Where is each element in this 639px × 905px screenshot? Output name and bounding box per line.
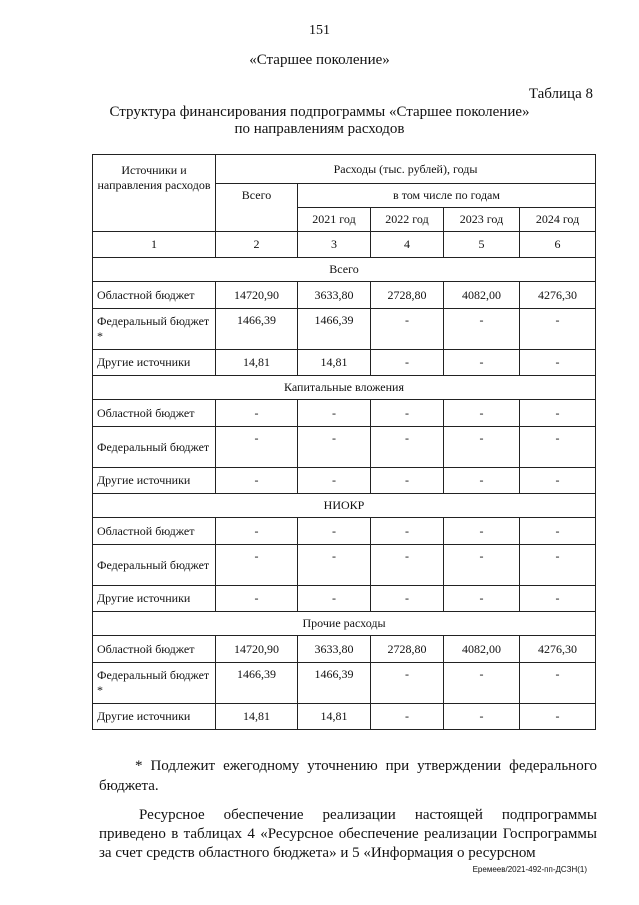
value-cell: - — [520, 586, 596, 612]
value-cell: 2728,80 — [371, 636, 444, 663]
value-cell: 3633,80 — [298, 282, 371, 309]
value-cell: 3633,80 — [298, 636, 371, 663]
value-cell: - — [444, 663, 520, 704]
value-cell: - — [520, 468, 596, 494]
column-number: 2 — [216, 232, 298, 258]
header-total: Всего — [216, 184, 298, 232]
table-row — [93, 586, 596, 612]
row-label: Областной бюджет — [93, 282, 216, 309]
value-cell: - — [444, 400, 520, 427]
value-cell: - — [298, 400, 371, 427]
column-number: 5 — [444, 232, 520, 258]
value-cell: - — [216, 586, 298, 612]
table-row — [93, 282, 596, 309]
table-row — [93, 518, 596, 545]
column-number: 4 — [371, 232, 444, 258]
column-number: 3 — [298, 232, 371, 258]
row-label: Другие источники — [93, 586, 216, 612]
value-cell: - — [444, 704, 520, 730]
value-cell: - — [520, 400, 596, 427]
header-year-2021: 2021 год — [298, 208, 371, 232]
value-cell: 14720,90 — [216, 282, 298, 309]
value-cell: 14,81 — [216, 350, 298, 376]
value-cell: - — [371, 400, 444, 427]
value-cell: - — [444, 545, 520, 586]
body-paragraph: Ресурсное обеспечение реализации настоящей подпрограммы приведено в таблицах 4 «Ресурсное обеспечение реализации Госпрограммы за счет средств областного бюджета» и 5 «Информация о ресурсном — [99, 807, 597, 861]
section-row — [93, 376, 596, 400]
value-cell: 4082,00 — [444, 636, 520, 663]
row-label: Федеральный бюджет * — [93, 309, 216, 350]
table-title-line-1: Структура финансирования подпрограммы «Старшее поколение» — [109, 104, 530, 120]
header-year-2022: 2022 год — [371, 208, 444, 232]
value-cell: - — [520, 427, 596, 468]
value-cell: - — [216, 545, 298, 586]
page-number: 151 — [309, 23, 330, 38]
financing-table — [92, 154, 596, 730]
value-cell: - — [216, 518, 298, 545]
value-cell: - — [444, 586, 520, 612]
value-cell: 4276,30 — [520, 636, 596, 663]
table-title-line-2: по направлениям расходов — [234, 121, 405, 137]
table-row — [93, 427, 596, 468]
value-cell: - — [520, 545, 596, 586]
value-cell: 1466,39 — [216, 663, 298, 704]
table-title — [0, 104, 639, 138]
table-row — [93, 636, 596, 663]
section-row — [93, 494, 596, 518]
row-label: Областной бюджет — [93, 636, 216, 663]
value-cell: - — [520, 704, 596, 730]
section-row — [93, 258, 596, 282]
row-label: Федеральный бюджет * — [93, 663, 216, 704]
value-cell: 14720,90 — [216, 636, 298, 663]
row-label: Областной бюджет — [93, 518, 216, 545]
value-cell: - — [298, 545, 371, 586]
document-code: Еремеев/2021-492-пп-ДСЗН(1) — [472, 865, 587, 874]
section-title: Всего — [93, 258, 596, 282]
value-cell: 14,81 — [298, 350, 371, 376]
table-row — [93, 468, 596, 494]
section-row — [93, 612, 596, 636]
value-cell: - — [520, 518, 596, 545]
value-cell: 1466,39 — [216, 309, 298, 350]
column-number: 6 — [520, 232, 596, 258]
value-cell: - — [444, 468, 520, 494]
header-by-years: в том числе по годам — [298, 184, 596, 208]
value-cell: 4276,30 — [520, 282, 596, 309]
value-cell: - — [371, 427, 444, 468]
value-cell: - — [371, 468, 444, 494]
section-title: Капитальные вложения — [93, 376, 596, 400]
table-row — [93, 704, 596, 730]
table-row — [93, 545, 596, 586]
value-cell: - — [444, 427, 520, 468]
row-label: Другие источники — [93, 704, 216, 730]
row-label: Другие источники — [93, 350, 216, 376]
value-cell: - — [520, 663, 596, 704]
row-label: Областной бюджет — [93, 400, 216, 427]
value-cell: - — [371, 350, 444, 376]
row-label: Другие источники — [93, 468, 216, 494]
header-year-2024: 2024 год — [520, 208, 596, 232]
table-row — [93, 400, 596, 427]
section-title: НИОКР — [93, 494, 596, 518]
value-cell: - — [371, 586, 444, 612]
footnote: * Подлежит ежегодному уточнению при утверждении федерального бюджета. — [99, 758, 597, 794]
value-cell: - — [298, 468, 371, 494]
header-expenses: Расходы (тыс. рублей), годы — [216, 155, 596, 184]
value-cell: - — [371, 545, 444, 586]
header-year-2023: 2023 год — [444, 208, 520, 232]
value-cell: 1466,39 — [298, 663, 371, 704]
value-cell: 2728,80 — [371, 282, 444, 309]
section-title: Прочие расходы — [93, 612, 596, 636]
value-cell: - — [444, 309, 520, 350]
row-label: Федеральный бюджет — [93, 427, 216, 468]
value-cell: 14,81 — [216, 704, 298, 730]
subprogram-heading: «Старшее поколение» — [249, 52, 390, 68]
value-cell: - — [371, 309, 444, 350]
value-cell: - — [298, 586, 371, 612]
value-cell: 4082,00 — [444, 282, 520, 309]
table-number: Таблица 8 — [528, 86, 593, 102]
table-row — [93, 309, 596, 350]
column-number: 1 — [93, 232, 216, 258]
value-cell: - — [371, 704, 444, 730]
value-cell: - — [298, 518, 371, 545]
column-number-row — [93, 232, 596, 258]
value-cell: - — [371, 663, 444, 704]
value-cell: - — [444, 518, 520, 545]
value-cell: 1466,39 — [298, 309, 371, 350]
table-row — [93, 663, 596, 704]
value-cell: 14,81 — [298, 704, 371, 730]
value-cell: - — [371, 518, 444, 545]
value-cell: - — [444, 350, 520, 376]
header-sources: Источники и направления расходов — [93, 155, 216, 232]
value-cell: - — [216, 400, 298, 427]
table-row — [93, 350, 596, 376]
value-cell: - — [520, 309, 596, 350]
value-cell: - — [216, 427, 298, 468]
value-cell: - — [298, 427, 371, 468]
value-cell: - — [520, 350, 596, 376]
row-label: Федеральный бюджет — [93, 545, 216, 586]
value-cell: - — [216, 468, 298, 494]
